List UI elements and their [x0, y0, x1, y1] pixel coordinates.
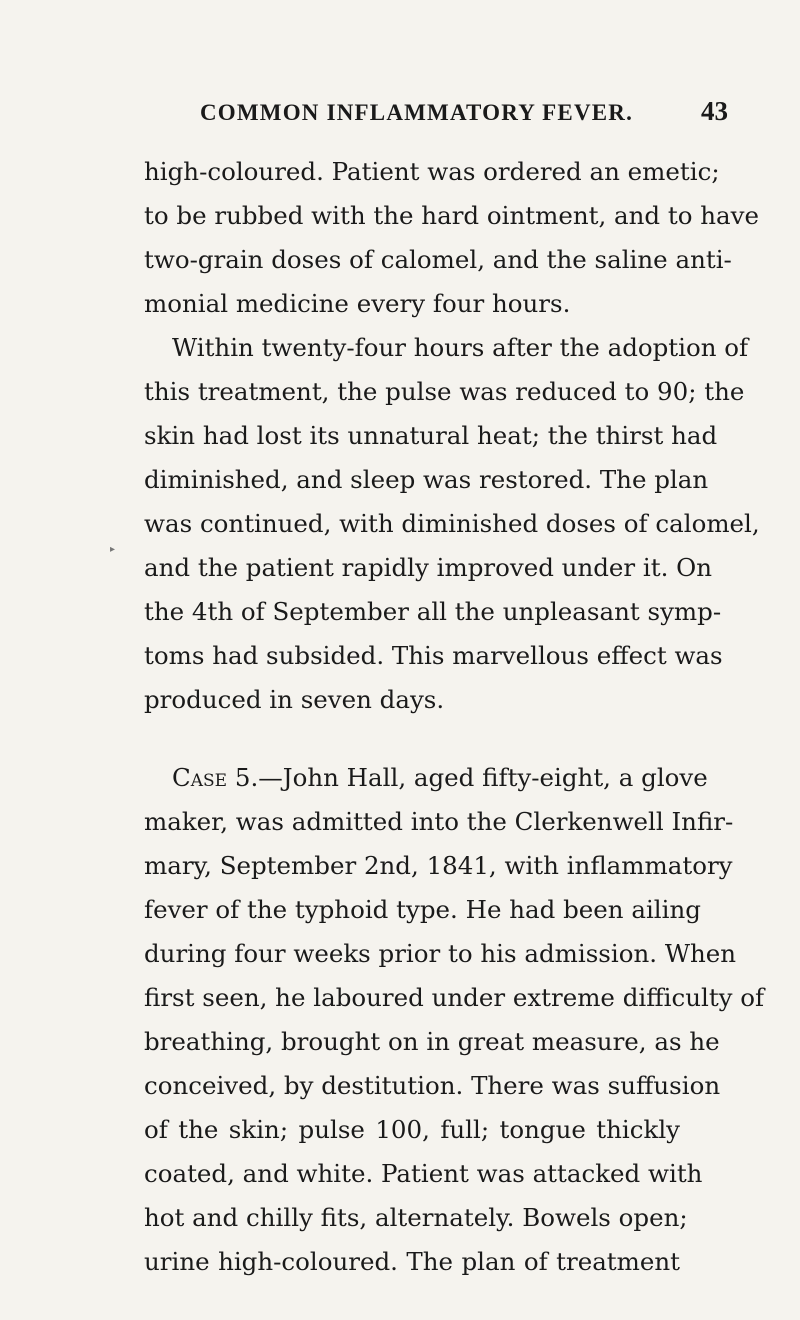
- text-line: maker, was admitted into the Clerkenwell Infir-: [144, 807, 734, 836]
- text-line: fever of the typhoid type. He had been ailing: [144, 895, 701, 924]
- text-line: of the skin; pulse 100, full; tongue thickly: [144, 1115, 680, 1144]
- text-line: was continued, with diminished doses of calomel,: [144, 509, 760, 538]
- text-line: first seen, he laboured under extreme difficulty of: [144, 983, 765, 1012]
- margin-mark: ▸: [110, 544, 116, 555]
- text-line: produced in seven days.: [144, 685, 445, 714]
- text-line: and the patient rapidly improved under it. On: [144, 553, 713, 582]
- text-line: conceived, by destitution. There was suffusion: [144, 1071, 721, 1100]
- text-line: high-coloured. Patient was ordered an emetic;: [144, 157, 720, 186]
- text-line: Within twenty-four hours after the adoption of: [172, 333, 749, 362]
- text-line: to be rubbed with the hard ointment, and to have: [144, 201, 759, 230]
- text-line: skin had lost its unnatural heat; the thirst had: [144, 421, 718, 450]
- text-line: this treatment, the pulse was reduced to 90; the: [144, 377, 745, 406]
- case-text: 5.—John Hall, aged fifty-eight, a glove: [227, 763, 708, 792]
- page-number: 43: [701, 96, 728, 126]
- text-line: two-grain doses of calomel, and the saline anti-: [144, 245, 732, 274]
- text-line: mary, September 2nd, 1841, with inflammatory: [144, 851, 733, 880]
- text-line: diminished, and sleep was restored. The plan: [144, 465, 709, 494]
- running-head: [200, 96, 728, 127]
- case-label: Case: [172, 763, 228, 792]
- text-line: breathing, brought on in great measure, as he: [144, 1027, 720, 1056]
- running-head-title: COMMON INFLAMMATORY FEVER.: [200, 100, 634, 125]
- text-line: urine high-coloured. The plan of treatment: [144, 1247, 680, 1276]
- text-line: hot and chilly fits, alternately. Bowels open;: [144, 1203, 688, 1232]
- text-line: coated, and white. Patient was attacked with: [144, 1159, 703, 1188]
- text-line: the 4th of September all the unpleasant symp-: [144, 597, 722, 626]
- text-line: monial medicine every four hours.: [144, 289, 571, 318]
- text-line: toms had subsided. This marvellous effect was: [144, 641, 723, 670]
- case-heading-line: [172, 763, 708, 792]
- text-line: during four weeks prior to his admission. When: [144, 939, 737, 968]
